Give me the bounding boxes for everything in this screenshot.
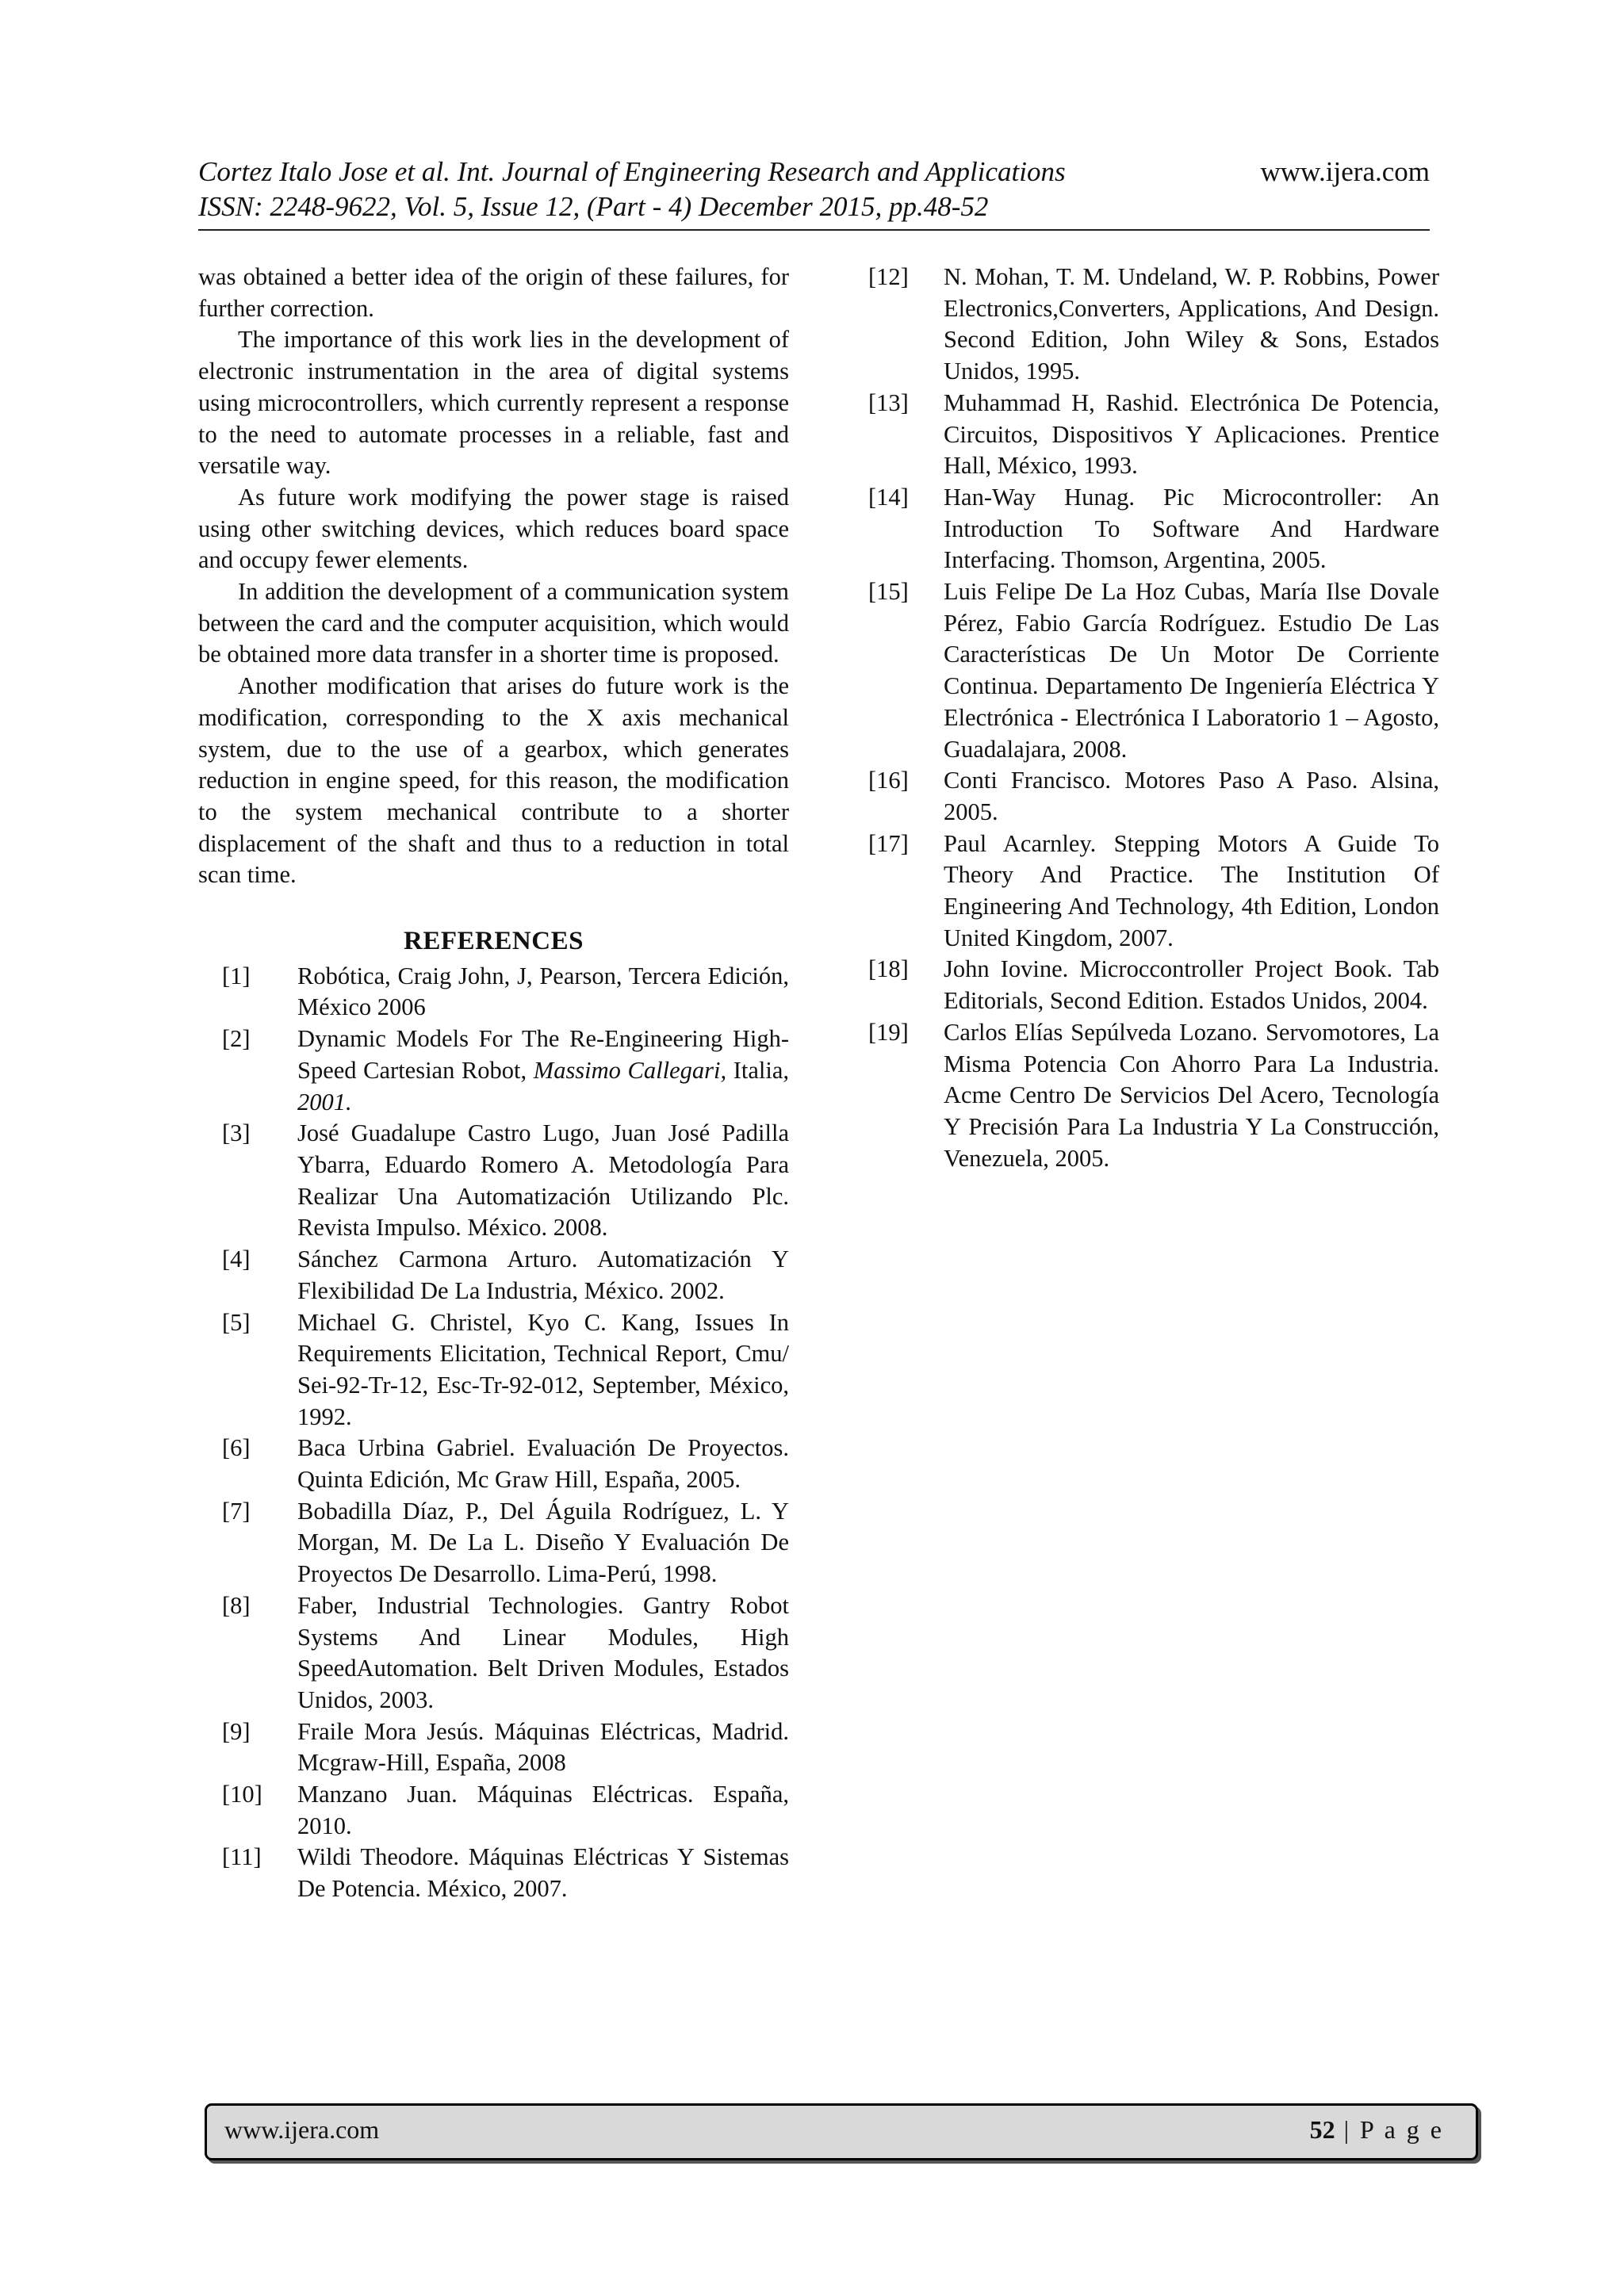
reference-number: [10] xyxy=(222,1781,262,1808)
reference-text: Han-Way Hunag. Pic Microcontroller: An Introduction To Software And Hardware Interfacing. Thomson, Argentina, 2005. xyxy=(944,483,1439,574)
footer-website-link[interactable]: www.ijera.com xyxy=(224,2115,380,2144)
reference-item xyxy=(198,961,789,1024)
header-line-2 xyxy=(198,189,1430,224)
reference-number: [7] xyxy=(222,1497,251,1525)
reference-number: [4] xyxy=(222,1246,251,1273)
header-website-link[interactable]: www.ijera.com xyxy=(1260,156,1430,187)
reference-number: [6] xyxy=(222,1434,251,1462)
page-number-label xyxy=(1310,2115,1444,2145)
reference-text: John Iovine. Microccontroller Project Book. Tab Editorials, Second Edition. Estados Unidos, 2004. xyxy=(944,955,1439,1015)
reference-number: [15] xyxy=(868,578,909,606)
reference-number: [13] xyxy=(868,388,909,416)
body-paragraph: The importance of this work lies in the development of electronic instrumentation in the area of digital systems using microcontrollers, which currently represent a response to the need to automate processes in a reliable, fast and versatile way. xyxy=(198,326,789,480)
reference-text: Fraile Mora Jesús. Máquinas Eléctricas, Madrid. Mcgraw-Hill, España, 2008 xyxy=(297,1717,789,1777)
reference-number: [12] xyxy=(868,263,909,290)
reference-number: [2] xyxy=(222,1025,251,1053)
reference-item xyxy=(868,765,1439,828)
header-line-1 xyxy=(198,155,1430,189)
reference-number: [11] xyxy=(222,1843,262,1871)
page-suffix: | P a g e xyxy=(1335,2115,1444,2144)
reference-text: N. Mohan, T. M. Undeland, W. P. Robbins, Power Electronics,Converters, Applications, And Design. Second Edition, John Wiley & Sons, Estados Unidos, 1995. xyxy=(944,263,1439,385)
reference-number: [1] xyxy=(222,962,251,989)
reference-number: [3] xyxy=(222,1119,251,1147)
reference-item xyxy=(198,1496,789,1590)
reference-number: [17] xyxy=(868,829,909,857)
running-header xyxy=(198,155,1430,224)
right-column xyxy=(868,262,1439,1174)
references-heading: REFERENCES xyxy=(404,927,584,956)
reference-item xyxy=(198,1779,789,1842)
reference-item xyxy=(868,576,1439,765)
reference-item xyxy=(868,828,1439,955)
reference-text: Luis Felipe De La Hoz Cubas, María Ilse Dovale Pérez, Fabio García Rodríguez. Estudio De Las Características De Un Motor De Corriente Continua. Departamento De Ingeniería Eléctrica Y Electrónica - Electrónica I Laboratorio 1 – Agosto, Guadalajara, 2008. xyxy=(944,578,1439,763)
page-number: 52 xyxy=(1309,2115,1335,2144)
journal-citation: Cortez Italo Jose et al. Int. Journal of Engineering Research and Applications xyxy=(198,156,1066,187)
left-column xyxy=(198,262,789,1905)
page-footer xyxy=(205,2103,1478,2160)
reference-item xyxy=(198,1024,789,1118)
reference-item xyxy=(198,1433,789,1495)
reference-text: Paul Acarnley. Stepping Motors A Guide To Theory And Practice. The Institution Of Engineering And Technology, 4th Edition, London United Kingdom, 2007. xyxy=(944,829,1439,951)
reference-text: Faber, Industrial Technologies. Gantry Robot Systems And Linear Modules, High SpeedAutomation. Belt Driven Modules, Estados Unidos, 2003. xyxy=(297,1591,789,1713)
reference-number: [18] xyxy=(868,955,909,983)
body-paragraph: As future work modifying the power stage is raised using other switching devices, which reduces board space and occupy fewer elements. xyxy=(198,483,789,574)
reference-item xyxy=(198,1590,789,1716)
reference-number: [19] xyxy=(868,1018,909,1046)
issn-line: ISSN: 2248-9622, Vol. 5, Issue 12, (Part - 4) December 2015, pp.48-52 xyxy=(198,191,989,222)
reference-number: [9] xyxy=(222,1717,251,1745)
reference-year-italic: , 2001. xyxy=(297,1056,789,1115)
body-paragraph: Another modification that arises do future work is the modification, corresponding to the X axis mechanical system, due to the use of a gearbox, which generates reduction in engine speed, for this reason, the modification to the system mechanical contribute to a shorter displacement of the shaft and thus to a reduction in total scan time. xyxy=(198,672,789,889)
reference-list-right xyxy=(868,262,1439,1174)
reference-item xyxy=(198,1307,789,1433)
body-paragraph: In addition the development of a communication system between the card and the computer acquisition, which would be obtained more data transfer in a shorter time is proposed. xyxy=(198,578,789,668)
reference-item xyxy=(198,1118,789,1244)
reference-item xyxy=(198,1842,789,1904)
reference-item xyxy=(868,262,1439,388)
reference-item xyxy=(868,954,1439,1016)
reference-text: Robótica, Craig John, J, Pearson, Tercera Edición, México 2006 xyxy=(297,962,789,1021)
reference-number: [5] xyxy=(222,1308,251,1336)
reference-text: Manzano Juan. Máquinas Eléctricas. España, 2010. xyxy=(297,1781,789,1839)
reference-text: José Guadalupe Castro Lugo, Juan José Padilla Ybarra, Eduardo Romero A. Metodología Para Realizar Una Automatización Utilizando Plc. Revista Impulso. México. 2008. xyxy=(297,1119,789,1242)
reference-author-italic: Massimo Callegari, xyxy=(533,1056,727,1084)
body-paragraph: was obtained a better idea of the origin of these failures, for further correction. xyxy=(198,263,789,322)
reference-text: Baca Urbina Gabriel. Evaluación De Proyectos. Quinta Edición, Mc Graw Hill, España, 2005. xyxy=(297,1434,789,1494)
reference-text: Conti Francisco. Motores Paso A Paso. Alsina, 2005. xyxy=(944,767,1439,825)
header-divider xyxy=(198,229,1430,231)
reference-text: Wildi Theodore. Máquinas Eléctricas Y Sistemas De Potencia. México, 2007. xyxy=(297,1843,789,1903)
reference-item xyxy=(868,1017,1439,1175)
reference-number: [16] xyxy=(868,767,909,794)
reference-item xyxy=(198,1244,789,1307)
reference-text: Michael G. Christel, Kyo C. Kang, Issues In Requirements Elicitation, Technical Report, Cmu/ Sei-92-Tr-12, Esc-Tr-92-012, September, México, 1992. xyxy=(297,1308,789,1430)
reference-title: Dynamic Models For The Re-Engineering High-Speed Cartesian Robot, xyxy=(297,1025,789,1084)
reference-item xyxy=(198,1716,789,1779)
reference-text xyxy=(297,1024,789,1118)
reference-number: [8] xyxy=(222,1591,251,1619)
reference-list-left xyxy=(198,961,789,1905)
reference-text: Sánchez Carmona Arturo. Automatización Y Flexibilidad De La Industria, México. 2002. xyxy=(297,1246,789,1304)
reference-text: Muhammad H, Rashid. Electrónica De Potencia, Circuitos, Dispositivos Y Aplicaciones. Prentice Hall, México, 1993. xyxy=(944,388,1439,480)
reference-text: Bobadilla Díaz, P., Del Águila Rodríguez, L. Y Morgan, M. De La L. Diseño Y Evaluación De Proyectos De Desarrollo. Lima-Perú, 1998. xyxy=(297,1497,789,1588)
reference-place: Italia xyxy=(726,1056,783,1084)
reference-item xyxy=(868,388,1439,482)
reference-text: Carlos Elías Sepúlveda Lozano. Servomotores, La Misma Potencia Con Ahorro Para La Industria. Acme Centro De Servicios Del Acero, Tecnología Y Precisión Para La Industria Y La Construcción, Venezuela, 2005. xyxy=(944,1018,1439,1172)
reference-item xyxy=(868,482,1439,576)
reference-number: [14] xyxy=(868,483,909,511)
